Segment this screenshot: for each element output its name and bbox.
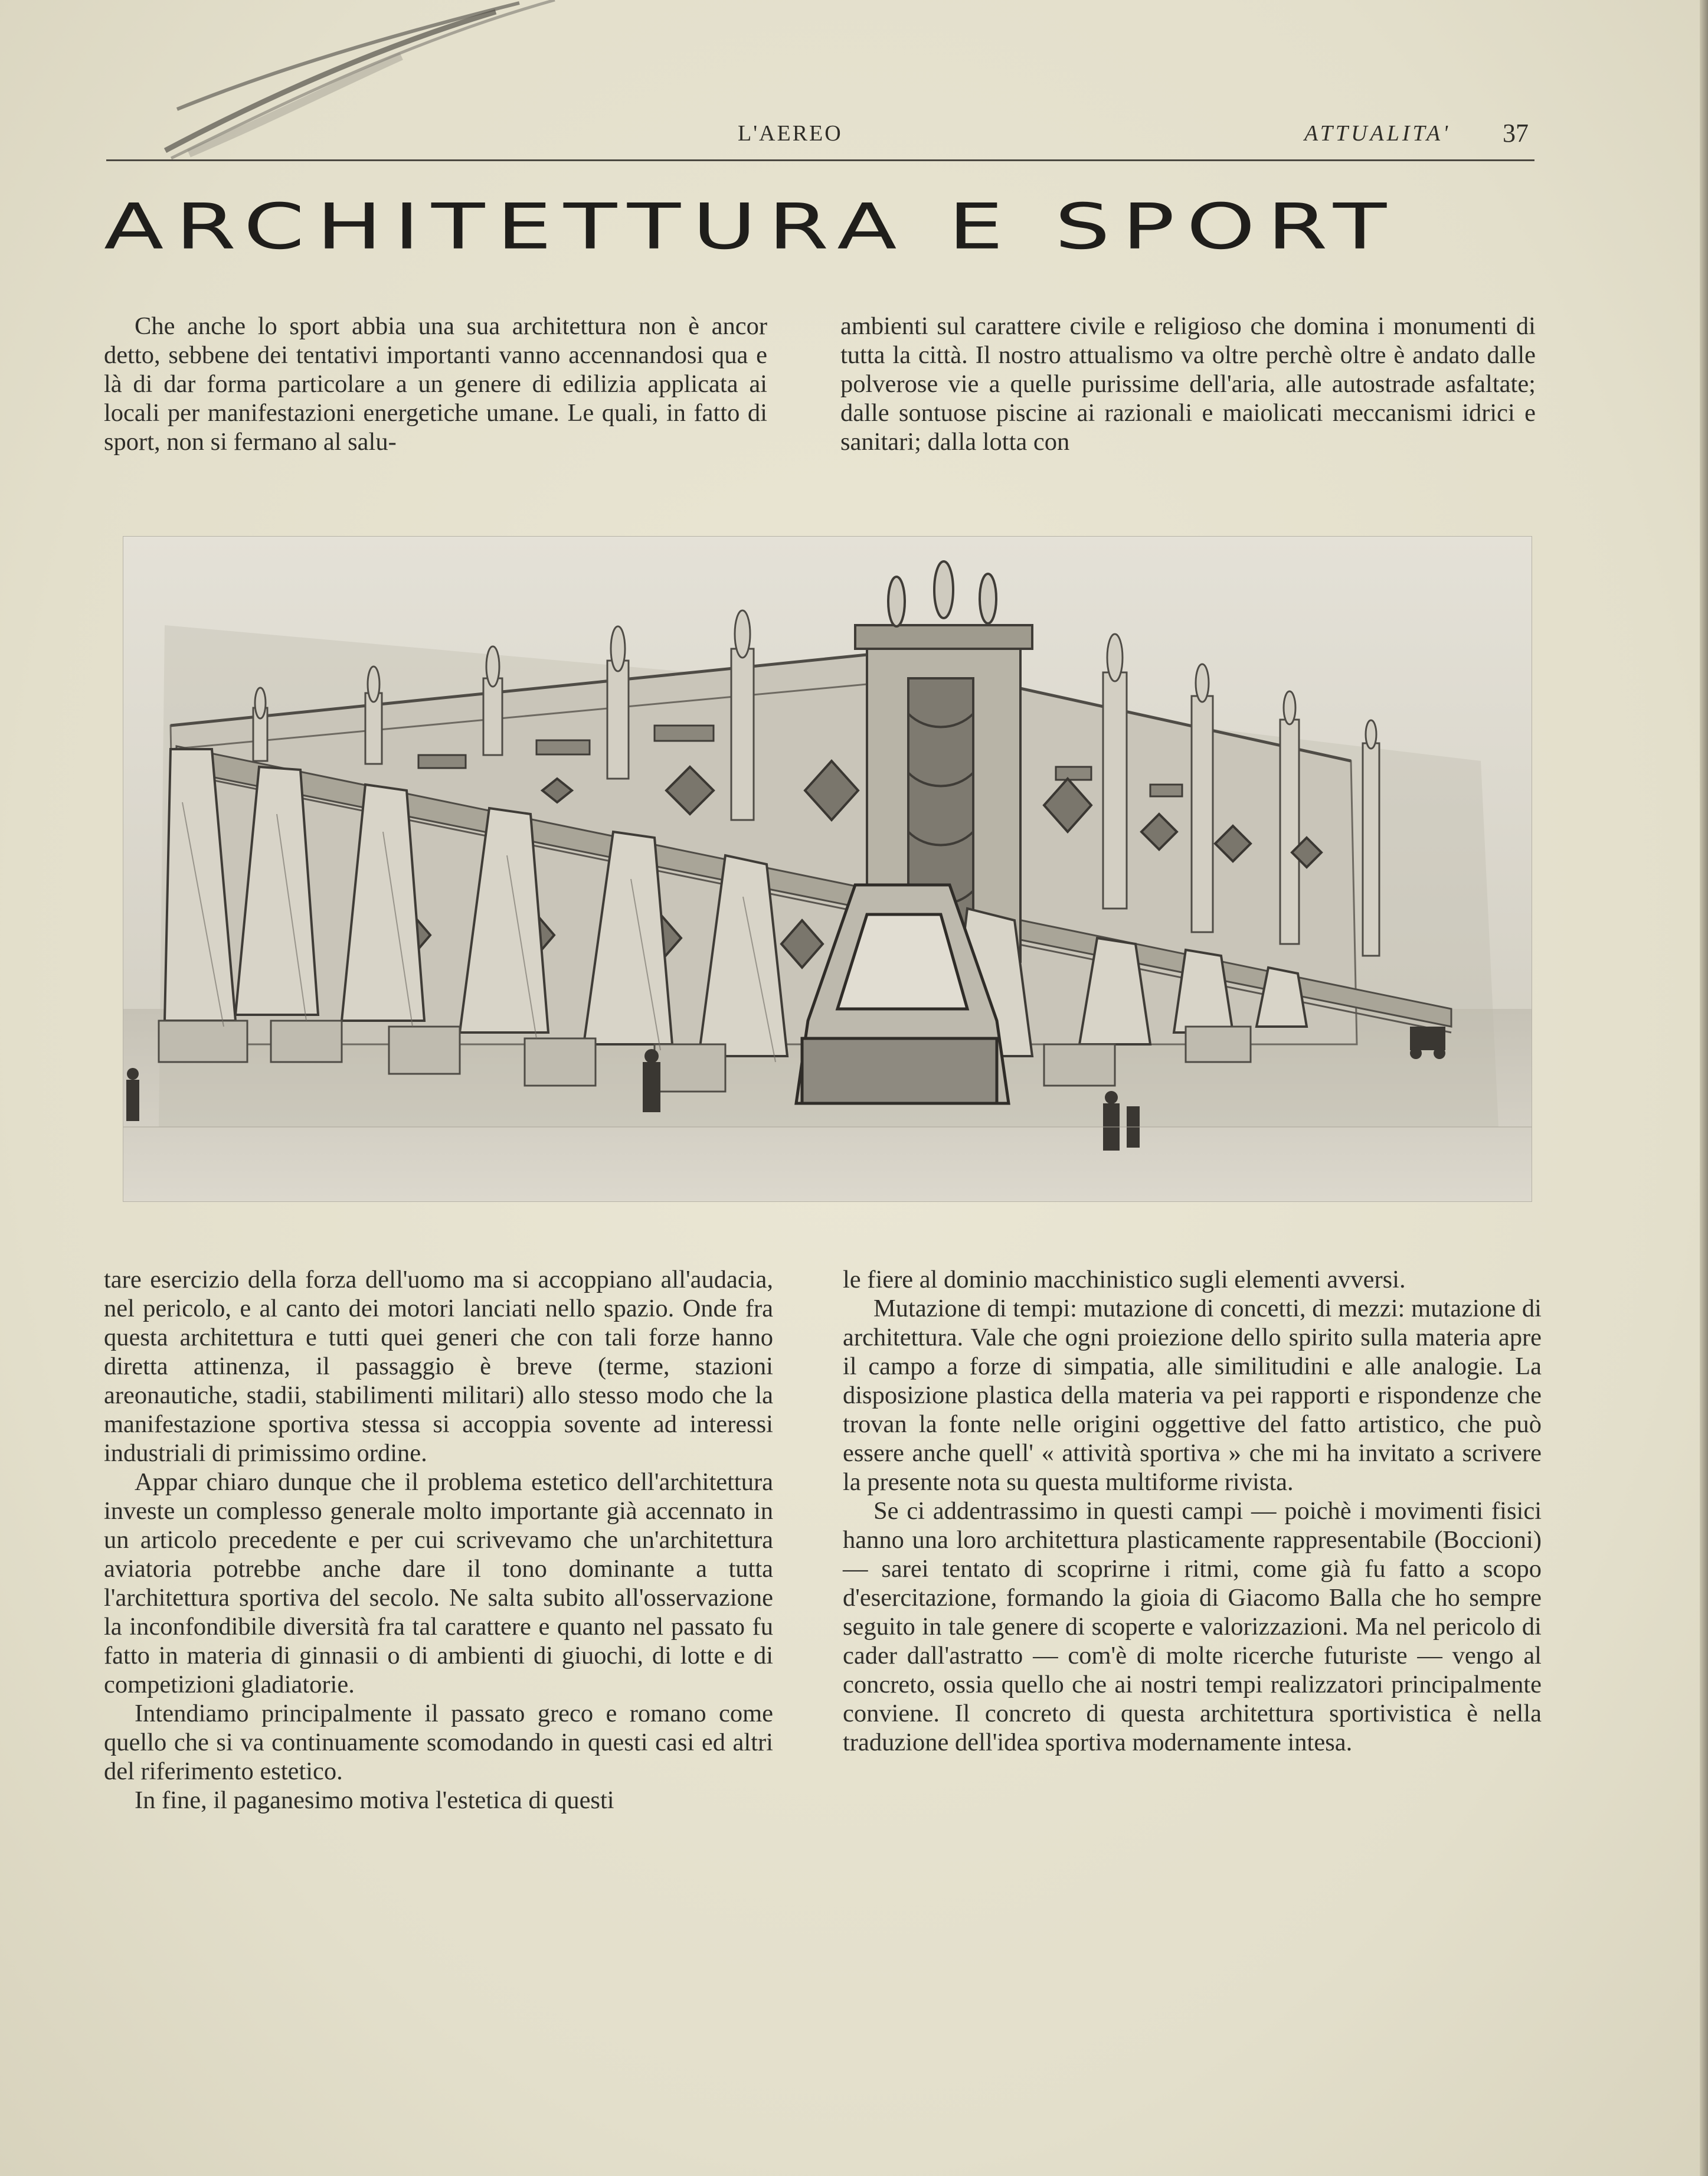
paragraph: In fine, il paganesimo motiva l'estetica di questi	[135, 1786, 614, 1814]
running-header-section: ATTUALITA'	[1304, 121, 1451, 146]
paragraph: tare esercizio della forza dell'uomo ma si accoppiano all'audacia, nel pericolo, e al canto dei motori lanciati nello spazio. Onde fra questa architettura e tutti quei generi che con tali forze hanno diretta attinenza, il passaggio è breve (terme, stazioni areonautiche, stadii, stabilimenti militari) allo stesso modo che la manifestazione sportiva stessa si accoppia sovente ad interessi industriali di primissimo ordine.	[104, 1266, 773, 1467]
pencil-scribble	[153, 0, 567, 171]
page-number: 37	[1503, 119, 1529, 148]
paragraph: Se ci addentrassimo in questi campi — poichè i movimenti fisici hanno una loro architettura plasticamente rappresentabile (Boccioni) — sarei tentato di scoprirne i ritmi, come già fu fatto a scopo d'esercitazione, formando la gioia di Giacomo Balla che ho sempre seguito in tale genere di scoperte e valorizzazioni. Ma nel pericolo di cader dall'astratto — com'è di molte ricerche futuriste — vengo al concreto, ossia quello che ai nostri tempi realizzatori principalmente conviene. Il concreto di questa architettura sportivistica è nella traduzione dell'idea sportiva modernamente intesa.	[843, 1497, 1542, 1756]
column-top-left	[104, 312, 767, 456]
column-bottom-left	[104, 1265, 773, 1815]
paragraph: Mutazione di tempi: mutazione di concetti, di mezzi: mutazione di architettura. Vale che ogni proiezione dello spirito sulla materia apre il campo a forze di simpatia, alle similitudini e alle analogie. La disposizione plastica della materia va pei rapporti e rispondenze che trovan la fonte nelle origini oggettive del fatto artistico, che può essere anche quell' « attività sportiva » che mi ha invitato a scrivere la presente nota su questa multiforme rivista.	[843, 1295, 1542, 1496]
paragraph: Intendiamo principalmente il passato greco e romano come quello che si va continuamente scomodando in questi casi ed altri del riferimento estetico.	[104, 1700, 773, 1785]
article-title: ARCHITETTURA E SPORT	[104, 190, 1399, 263]
header-rule	[106, 159, 1534, 161]
page-edge	[1700, 0, 1708, 2176]
paragraph: Che anche lo sport abbia una sua architettura non è ancor detto, sebbene dei tentativi importanti vanno accennandosi qua e là di dar forma particolare a un genere di edilizia applicata ai locali per manifestazioni energetiche umane. Le quali, in fatto di sport, non si fermano al salu-	[104, 312, 767, 456]
paragraph: ambienti sul carattere civile e religioso che domina i monumenti di tutta la città. Il nostro attualismo va oltre perchè oltre è andato dalle polverose vie a quelle purissime dell'aria, alle autostrade asfaltate; dalle sontuose piscine ai razionali e maiolicati meccanismi idrici e sanitari; dalla lotta con	[840, 312, 1536, 456]
paragraph: Appar chiaro dunque che il problema estetico dell'architettura investe un complesso generale molto importante già accennato in un articolo precedente e per cui scrivevamo che un'architettura aviatoria potrebbe anche dare il tono dominante a tutta l'architettura sportiva del secolo. Ne salta subito all'osservazione la inconfondibile diversità fra tal carattere e quanto nel passato fu fatto in materia di ginnasii o di ambienti di giuochi, di lotte e di competizioni gladiatorie.	[104, 1468, 773, 1698]
architectural-drawing	[123, 536, 1532, 1202]
paragraph: le fiere al dominio macchinistico sugli elementi avversi.	[843, 1266, 1406, 1293]
column-top-right	[840, 312, 1536, 456]
column-bottom-right	[843, 1265, 1542, 1757]
running-header-magazine: L'AEREO	[738, 121, 843, 146]
